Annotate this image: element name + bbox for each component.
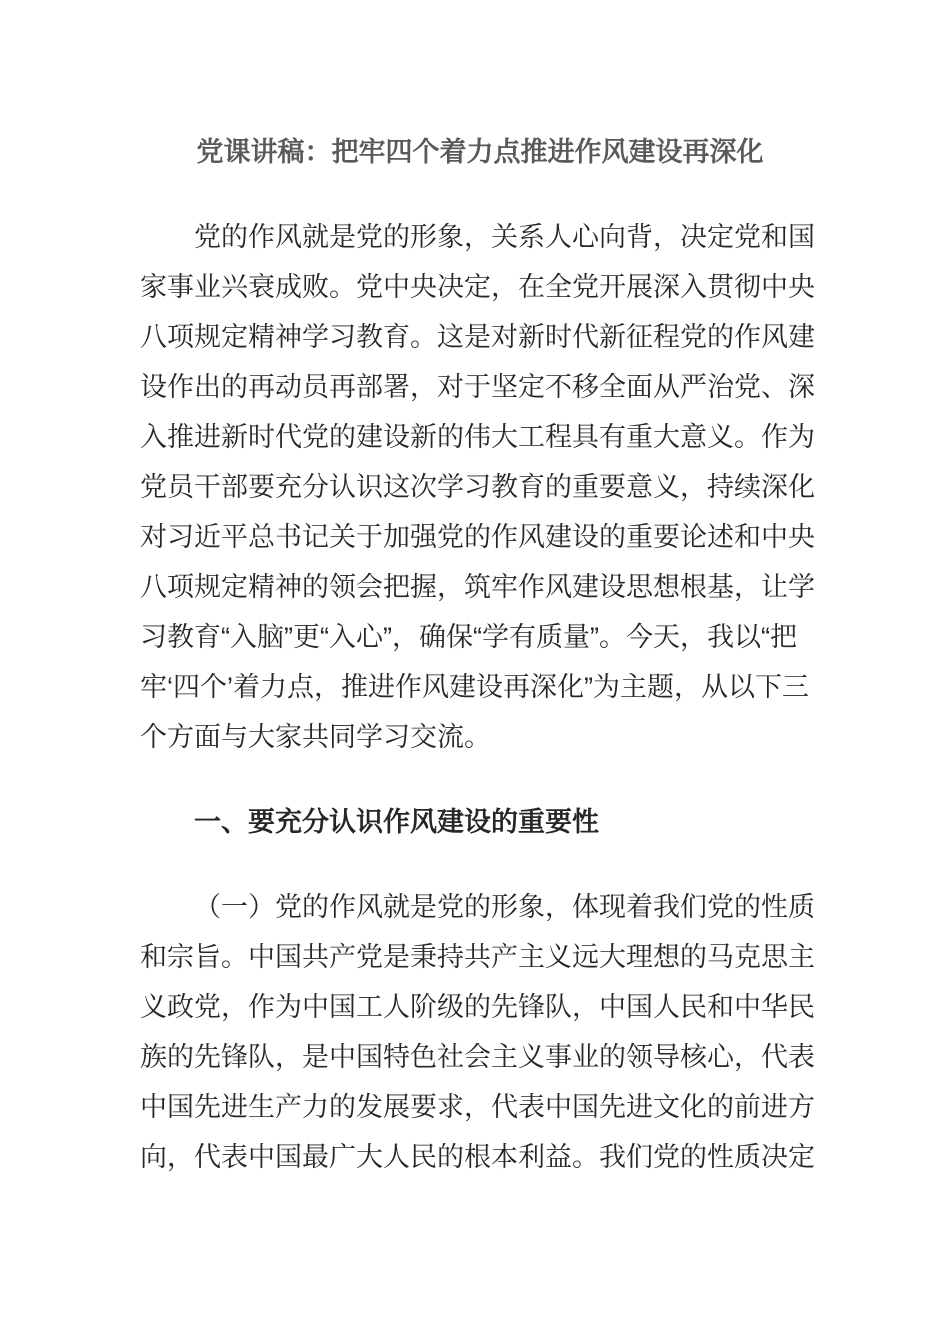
intro-paragraph: 党的作风就是党的形象，关系人心向背，决定党和国家事业兴衰成败。党中央决定，在全党开展深入贯彻中央八项规定精神学习教育。这是对新时代新征程党的作风建设作出的再动员再部署，对于坚定不移全面从严治党、深入推进新时代党的建设新的伟大工程具有重大意义。作为党员干部要充分认识这次学习教育的重要意义，持续深化对习近平总书记关于加强党的作风建设的重要论述和中央八项规定精神的领会把握，筑牢作风建设思想根基，让学习教育“入脑”更“入心”，确保“学有质量”。今天，我以“把牢‘四个’着力点，推进作风建设再深化”为主题，从以下三个方面与大家共同学习交流。 bbox=[140, 222, 815, 752]
document-title: 党课讲稿：把牢四个着力点推进作风建设再深化 bbox=[196, 137, 764, 167]
section-heading-1: 一、要充分认识作风建设的重要性 bbox=[194, 807, 599, 837]
section-1-paragraph-1: （一）党的作风就是党的形象，体现着我们党的性质和宗旨。中国共产党是秉持共产主义远大理想的马克思主义政党，作为中国工人阶级的先锋队，中国人民和中华民族的先锋队，是中国特色社会主义事业的领导核心，代表中国先进生产力的发展要求，代表中国先进文化的前进方向，代表中国最广大人民的根本利益。我们党的性质决定 bbox=[140, 892, 815, 1172]
